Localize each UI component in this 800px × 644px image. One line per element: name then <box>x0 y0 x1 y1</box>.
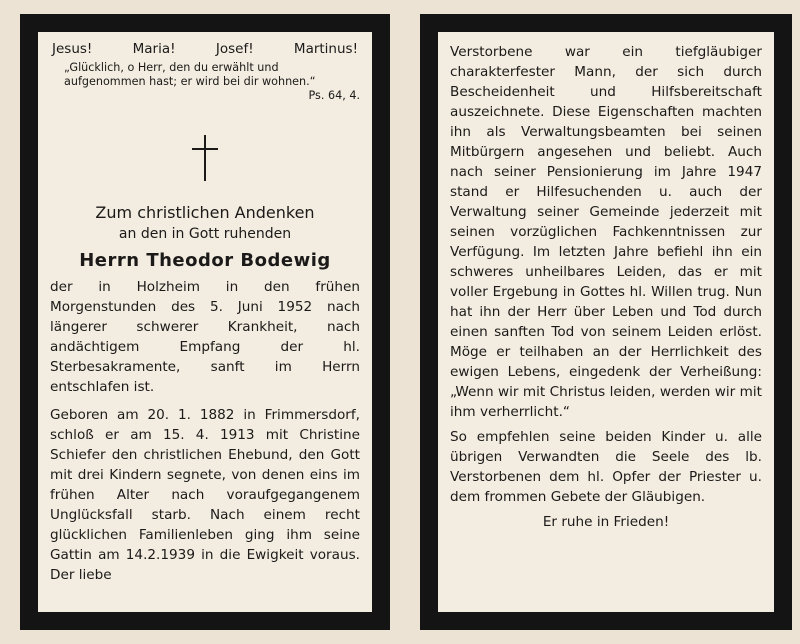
invocation-line <box>50 40 360 58</box>
card-right-page <box>420 14 792 630</box>
card-left-page <box>20 14 390 630</box>
invocation-martinus: Martinus! <box>293 41 358 57</box>
commendation-paragraph: So empfehlen seine beiden Kinder u. alle übrigen Verwandten die Seele des lb. Verstorbenen dem hl. Opfer der Priester u. dem frommen Gebete der Gläubigen. <box>450 429 762 505</box>
invocation-maria: Maria! <box>132 41 176 57</box>
deceased-name: Herrn Theodor Bodewig <box>79 250 331 271</box>
death-notice-paragraph: der in Holzheim in den frühen Morgenstunden des 5. Juni 1952 nach längerer schwerer Krankheit, nach andächtigem Empfang der hl. Sterbesakramente, sanft im Herrn entschlafen ist. <box>50 279 360 395</box>
invocation-jesus: Jesus! <box>52 41 93 57</box>
right-page-paper <box>438 32 774 612</box>
memorial-heading: Zum christlichen Andenken <box>95 203 315 222</box>
character-paragraph: Verstorbene war ein tiefgläubiger charakterfester Mann, der sich durch Bescheidenheit und Hilfsbereitschaft auszeichnete. Diese Eigenschaften machten ihn als Verwaltungsbeamten bei seinen Mitbürgern angesehen und beliebt. Auch nach seiner Pensionierung im Jahre 1947 stand er Hilfesuchenden u. auch der Verwaltung seiner Gemeinde jederzeit mit seinen vorzüglichen Fachkenntnissen zur Verfügung. Im letzten Jahre befiehl ihn ein schweres unheilbares Leiden, das er mit voller Ergebung in Gottes hl. Willen trug. Nun hat ihn der Herr über Leben und Tod durch einen sanften Tod von seinem Leiden erlöst. Möge er teilhaben an der Herrlichkeit des ewigen Lebens, eingedenk der Verheißung: „Wenn wir mit Christus leiden, werden wir mit ihm verherrlicht.“ <box>450 44 762 420</box>
memorial-subheading: an den in Gott ruhenden <box>118 226 292 242</box>
invocation-josef: Josef! <box>215 41 254 57</box>
psalm-quote: „Glücklich, o Herr, den du erwählt und aufgenommen hast; er wird bei dir wohnen.“ <box>64 61 316 88</box>
closing-line: Er ruhe in Frieden! <box>542 514 670 530</box>
cross-icon <box>190 135 220 181</box>
psalm-reference: Ps. 64, 4. <box>308 89 360 102</box>
biography-paragraph: Geboren am 20. 1. 1882 in Frimmersdorf, schloß er am 15. 4. 1913 mit Christine Schiefer den christlichen Ehebund, den Gott mit drei Kindern segnete, von denen eins im frühen Alter nach voraufgegangenem Unglücksfall starb. Nach einem recht glücklichen Familienleben ging ihm seine Gattin am 14.2.1939 in die Ewigkeit voraus. Der liebe <box>50 407 360 583</box>
left-page-paper <box>38 32 372 612</box>
